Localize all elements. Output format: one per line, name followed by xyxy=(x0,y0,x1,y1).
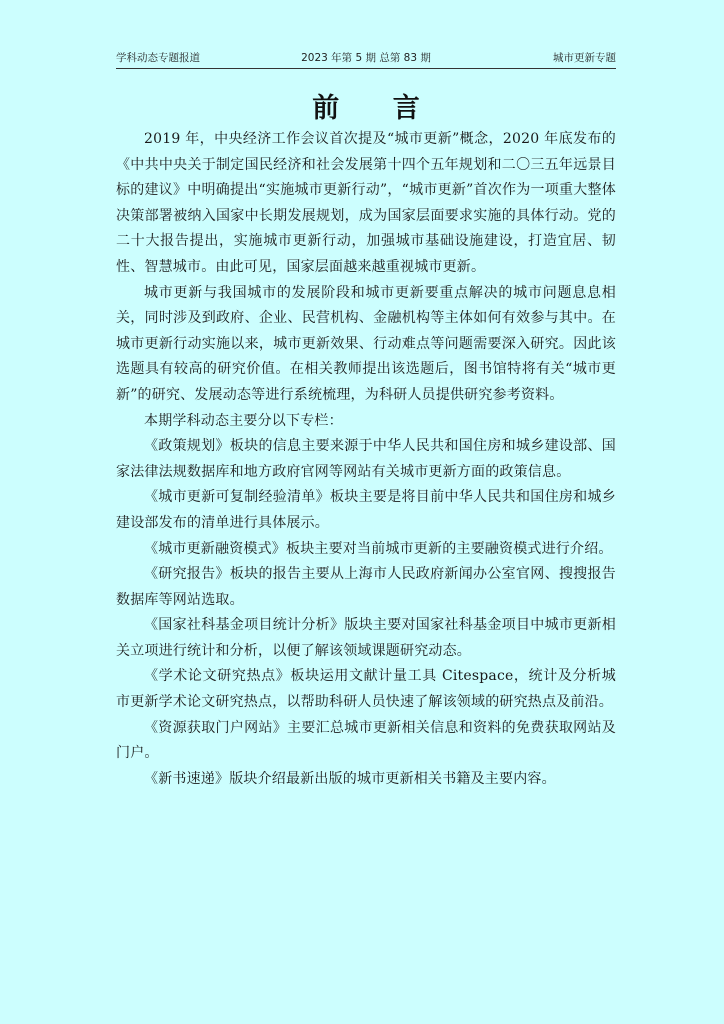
header-issue-number: 2023 年第 5 期 总第 83 期 xyxy=(301,52,431,64)
paragraph-column-policy: 《政策规划》板块的信息主要来源于中华人民共和国住房和城乡建设部、国家法律法规数据库和地方政府官网等网站有关城市更新方面的政策信息。 xyxy=(116,438,616,480)
paragraph-column-new-books: 《新书速递》版块介绍最新出版的城市更新相关书籍及主要内容。 xyxy=(144,770,556,787)
paragraph-column-experience-list: 《城市更新可复制经验清单》板块主要是将目前中华人民共和国住房和城乡建设部发布的清单进行具体展示。 xyxy=(116,489,616,531)
paragraph-column-reports: 《研究报告》板块的报告主要从上海市人民政府新闻办公室官网、搜搜报告数据库等网站选取。 xyxy=(116,566,616,608)
body-text xyxy=(116,127,616,792)
paragraph-column-fund-projects: 《国家社科基金项目统计分析》版块主要对国家社科基金项目中城市更新相关立项进行统计和分析，以便了解该领域课题研究动态。 xyxy=(116,617,616,659)
header-journal-name: 学科动态专题报道 xyxy=(116,52,200,64)
page-title: 前 言 xyxy=(312,93,442,124)
header-topic: 城市更新专题 xyxy=(553,52,616,64)
paragraph-significance: 城市更新与我国城市的发展阶段和城市更新要重点解决的城市问题息息相关，同时涉及到政府、企业、民营机构、金融机构等主体如何有效参与其中。在城市更新行动实施以来，城市更新效果、行动难点等问题需要深入研究。因此该选题具有较高的研究价值。在相关教师提出该选题后，图书馆特将有关“城市更新”的研究、发展动态等进行系统梳理，为科研人员提供研究参考资料。 xyxy=(116,284,616,403)
paragraph-column-financing: 《城市更新融资模式》板块主要对当前城市更新的主要融资模式进行介绍。 xyxy=(144,540,613,557)
paragraph-column-research-hotspots: 《学术论文研究热点》板块运用文献计量工具 Citespace，统计及分析城市更新学术论文研究热点，以帮助科研人员快速了解该领域的研究热点及前沿。 xyxy=(116,668,616,711)
paragraph-columns-intro: 本期学科动态主要分以下专栏： xyxy=(144,412,343,429)
header-rule xyxy=(116,68,616,69)
running-header xyxy=(116,50,616,68)
paragraph-column-resource-portals: 《资源获取门户网站》主要汇总城市更新相关信息和资料的免费获取网站及门户。 xyxy=(116,719,616,762)
paragraph-background: 2019 年，中央经济工作会议首次提及“城市更新”概念，2020 年底发布的《中共中央关于制定国民经济和社会发展第十四个五年规划和二〇三五年远景目标的建议》中明确提出“实施城市更新行动”，“城市更新”首次作为一项重大整体决策部署被纳入国家中长期发展规划，成为国家层面要求实施的具体行动。党的二十大报告提出，实施城市更新行动，加强城市基础设施建设，打造宜居、韧性、智慧城市。由此可见，国家层面越来越重视城市更新。 xyxy=(116,131,616,275)
